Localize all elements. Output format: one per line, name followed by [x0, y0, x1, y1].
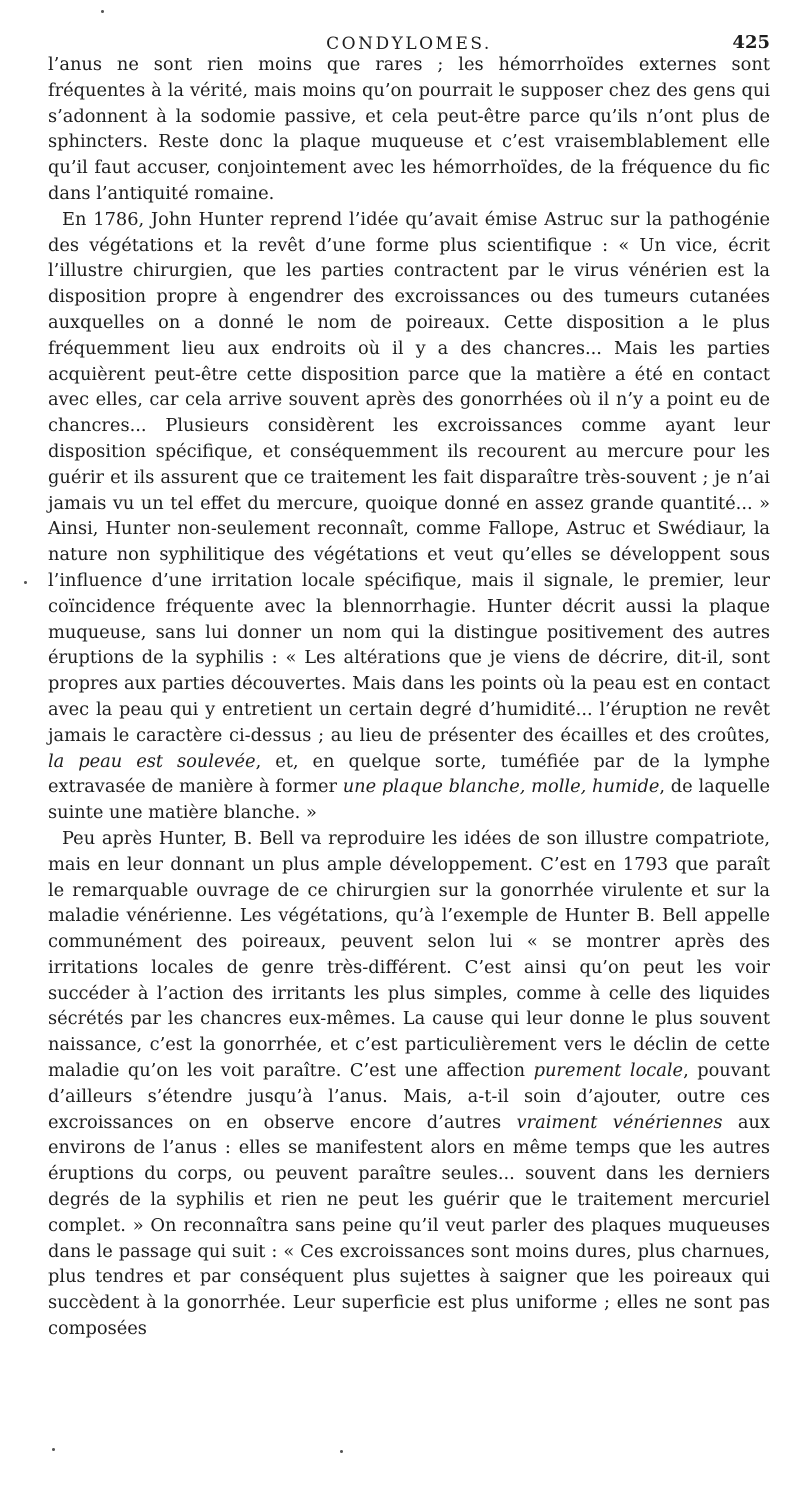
text-run: aux environs de l’anus : elles se manifestent alors en même temps que les autres éruptions du corps, ou peuvent paraître seules... souvent dans les derniers degrés de la syphilis et rien ne peut les guérir que le traitement mercuriel complet. » On reconnaîtra sans peine qu’il veut parler des plaques muqueuses dans le passage qui suit : « Ces excroissances sont moins dures, plus charnues, plus tendres et par conséquent plus sujettes à saigner que les poireaux qui succèdent à la gonorrhée. Leur superficie est plus uniforme ; elles ne sont pas composées — [48, 1111, 771, 1340]
running-title: CONDYLOMES. — [326, 34, 492, 54]
text-run: , de laquelle suinte une matière blanche. » — [48, 776, 771, 824]
body-text — [48, 52, 770, 1342]
text-run: , pouvant d’ailleurs s’étendre jusqu’à l’anus. Mais, a-t-il soin d’ajouter, outre ces excroissances on en observe encore d’autres — [48, 1060, 771, 1133]
italic-run: une plaque blanche, molle, humide — [342, 776, 660, 798]
paragraph-1 — [48, 52, 770, 207]
text-run: , et, en quelque sorte, tuméfiée par de la lymphe extravasée de manière à former — [48, 750, 770, 798]
book-page — [48, 22, 770, 1342]
paragraph-2 — [48, 207, 770, 826]
page-number: 425 — [732, 32, 770, 53]
print-speck — [52, 1448, 55, 1451]
running-head — [48, 22, 770, 52]
text-run: Peu après Hunter, B. Bell va reproduire les idées de son illustre compatriote, mais en leur donnant un plus ample développement. C’est en 1793 que paraît le remarquable ouvrage de ce chirurgien sur la gonorrhée virulente et sur la maladie vénérienne. Les végétations, qu’à l’exemple de Hunter B. Bell appelle communément des poireaux, peuvent selon lui « se montrer après des irritations locales de genre très-différent. C’est ainsi qu’on peut les voir succéder à l’action des irritants les plus simples, comme à celle des liquides sécrétés par les chancres eux-mêmes. La cause qui leur donne le plus souvent naissance, c’est la gonorrhée, et c’est particulièrement vers le déclin de cette maladie qu’on les voit paraître. C’est une affection — [48, 827, 770, 1082]
text-run: l’anus ne sont rien moins que rares ; les hémorrhoïdes externes sont fréquentes à la vérité, mais moins qu’on pourrait le supposer chez des gens qui s’adonnent à la sodomie passive, et cela peut-être parce qu’ils n’ont plus de sphincters. Reste donc la plaque muqueuse et c’est vraisemblablement elle qu’il faut accuser, conjointement avec les hémorrhoïdes, de la fréquence du fic dans l’antiquité romaine. — [48, 54, 770, 204]
italic-run: la peau est soulevée — [48, 750, 256, 772]
italic-run: purement locale — [533, 1060, 684, 1082]
print-speck — [24, 581, 27, 584]
text-run: En 1786, John Hunter reprend l’idée qu’avait émise Astruc sur la pathogénie des végétations et la revêt d’une forme plus scientifique : « Un vice, écrit l’illustre chirurgien, que les parties contractent par le virus vénérien est la disposition propre à engendrer des excroissances ou des tumeurs cutanées auxquelles on a donné le nom de poireaux. Cette disposition a le plus fréquemment lieu aux endroits où il y a des chancres... Mais les parties acquièrent peut-être cette disposition parce que la matière a été en contact avec elles, car cela arrive souvent après des gonorrhées où il n’y a point eu de chancres... Plusieurs considèrent les excroissances comme ayant leur disposition spécifique, et conséquemment ils recourent au mercure pour les guérir et ils assurent que ce traitement les fait disparaître très-souvent ; je n’ai jamais vu un tel effet du mercure, quoique donné en assez grande quantité... » Ainsi, Hunter non-seulement reconnaît, comme Fallope, Astruc et Swédiaur, la nature non syphilitique des végétations et veut qu’elles se développent sous l’influence d’une irritation locale spécifique, mais il signale, le premier, leur coïncidence fréquente avec la blennorrhagie. Hunter décrit aussi la plaque muqueuse, sans lui donner un nom qui la distingue positivement des autres éruptions de la syphilis : « Les altérations que je viens de décrire, dit-il, sont propres aux parties découvertes. Mais dans les points où la peau est en contact avec la peau qui y entretient un certain degré d’humidité... l’éruption ne revêt jamais le caractère ci-dessus ; au lieu de présenter des écailles et des croûtes, — [48, 208, 770, 746]
paragraph-3 — [48, 826, 770, 1342]
italic-run: vraiment vénériennes — [516, 1111, 723, 1133]
print-speck — [340, 1450, 343, 1453]
print-speck — [101, 10, 104, 13]
